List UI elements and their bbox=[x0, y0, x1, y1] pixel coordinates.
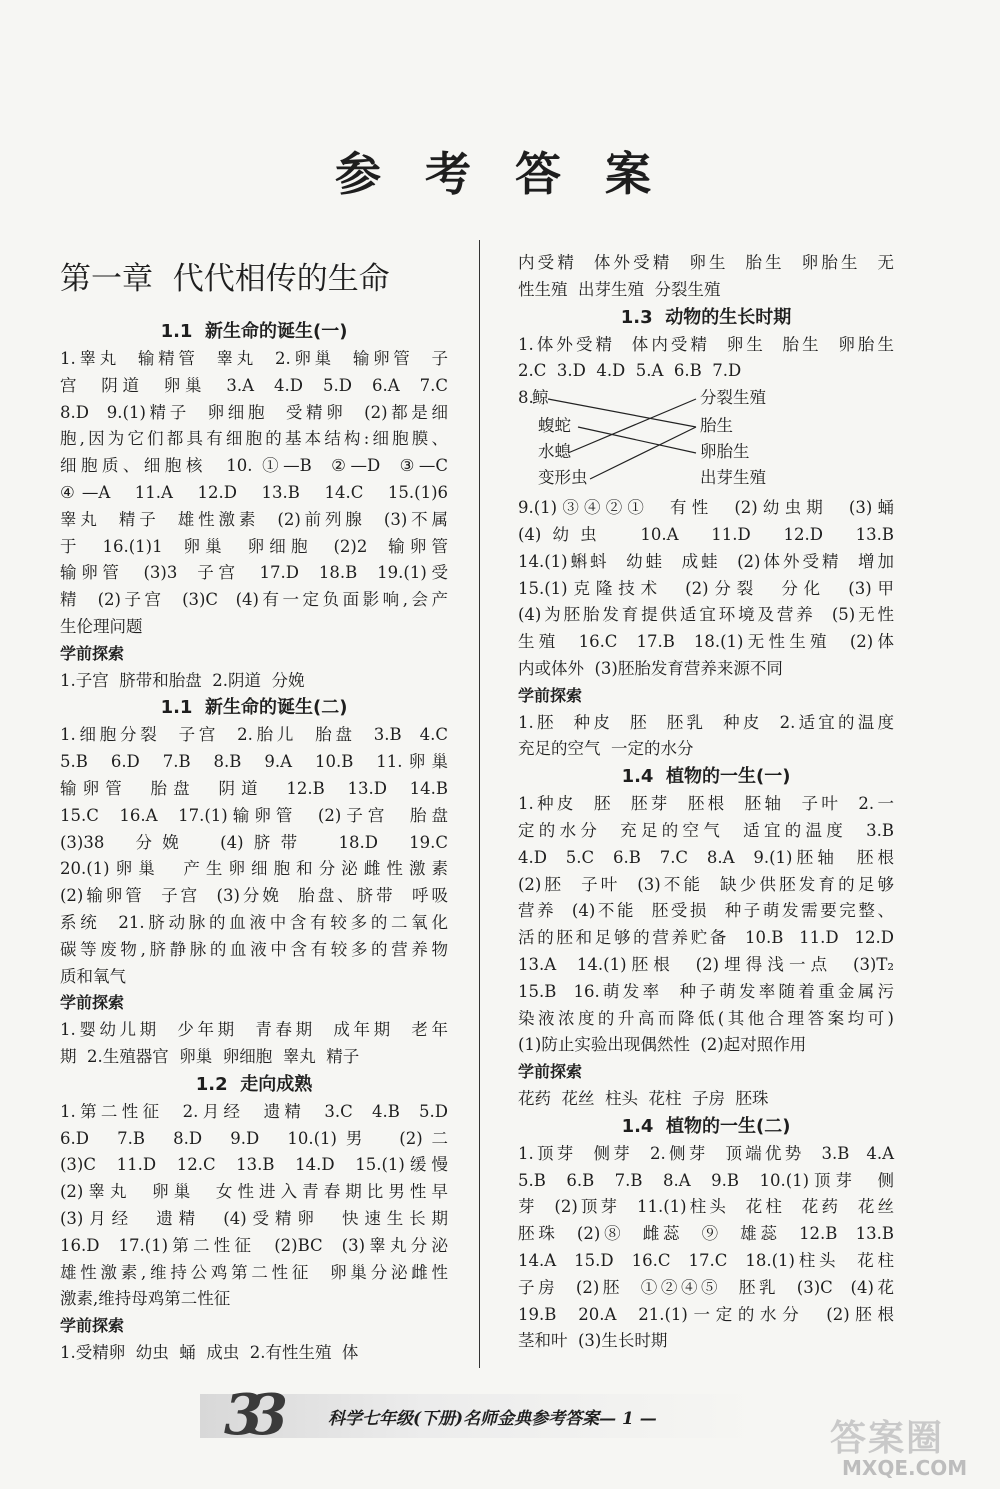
answer-line: 充足的空气 一定的水分 bbox=[518, 739, 694, 759]
answer-line: 花药 花丝 柱头 花柱 子房 胚珠 bbox=[518, 1088, 769, 1108]
answer-line: 胚珠 (2)⑧ 雌蕊 ⑨ 雄蕊 12.B 13.B bbox=[518, 1224, 894, 1244]
answer-line: 系统 21.脐动脉的血液中含有较多的二氧化 bbox=[60, 912, 448, 932]
preview-tag: 学前探索 bbox=[518, 1062, 583, 1082]
answer-block bbox=[518, 1141, 894, 1355]
answer-line: 5.B 6.B 7.B 8.A 9.B 10.(1)顶芽 侧 bbox=[518, 1170, 894, 1190]
column-divider bbox=[479, 240, 480, 1368]
answer-line: 1.体外受精 体内受精 卵生 胎生 卵胎生 bbox=[518, 334, 894, 354]
answer-line: 9.(1)③④②① 有性 (2)幼虫期 (3)蛹 bbox=[518, 498, 894, 518]
answer-line: 1.细胞分裂 子宫 2.胎儿 胎盘 3.B 4.C bbox=[60, 725, 448, 745]
answer-line: 14.A 15.D 16.C 17.C 18.(1)柱头 花柱 bbox=[518, 1250, 894, 1270]
section-title: 1.4 植物的一生(一) bbox=[621, 766, 791, 788]
answer-line: (4)为胚胎发育提供适宜环境及营养 (5)无性 bbox=[518, 605, 894, 625]
answer-line: 茎和叶 (3)生长时期 bbox=[518, 1331, 668, 1351]
answer-line: ④—A 11.A 12.D 13.B 14.C 15.(1)6 bbox=[60, 482, 448, 502]
answer-line: 1.睾丸 输精管 睾丸 2.卵巢 输卵管 子 bbox=[60, 349, 448, 368]
right-column bbox=[518, 250, 894, 1355]
answer-line: 1.第二性征 2.月经 遗精 3.C 4.B 5.D bbox=[60, 1101, 448, 1121]
answer-line: 4.D 5.C 6.B 7.C 8.A 9.(1)胚轴 胚根 bbox=[518, 847, 894, 867]
answer-line: 碳等废物,脐静脉的血液中含有较多的营养物 bbox=[60, 939, 448, 959]
answer-line: 2.C 3.D 4.D 5.A 6.B 7.D bbox=[518, 361, 742, 381]
answer-line: (3)C 11.D 12.C 13.B 14.D 15.(1)缓慢 bbox=[60, 1155, 448, 1175]
answer-block bbox=[60, 722, 448, 990]
question-number: 8. bbox=[518, 388, 534, 408]
answer-line: 激素,维持母鸡第二性征 bbox=[60, 1289, 231, 1309]
watermark-url: MXQE.COM bbox=[842, 1456, 968, 1480]
answer-block bbox=[60, 346, 448, 641]
section-title: 1.2 走向成熟 bbox=[195, 1073, 313, 1095]
watermark: 答案圈 bbox=[830, 1418, 945, 1459]
answer-line: 1.子宫 脐带和胎盘 2.阴道 分娩 bbox=[60, 670, 305, 690]
answer-line: 5.B 6.D 7.B 8.B 9.A 10.B 11.卵巢 bbox=[60, 752, 448, 772]
answer-line: 性生殖 出芽生殖 分裂生殖 bbox=[518, 279, 721, 299]
answer-line: 15.B 16.萌发率 种子萌发率随着重金属污 bbox=[518, 981, 894, 1001]
answer-line: (2)输卵管 子宫 (3)分娩 胎盘、脐带 呼吸 bbox=[60, 886, 448, 906]
answer-line: 1.顶芽 侧芽 2.侧芽 顶端优势 3.B 4.A bbox=[518, 1143, 894, 1163]
section-title: 1.4 植物的一生(二) bbox=[621, 1115, 791, 1137]
animal-label: 蝮蛇 bbox=[538, 416, 571, 436]
answer-line: (2)睾丸 卵巢 女性进入青春期比男性早 bbox=[60, 1182, 448, 1202]
page-title: 参 考 答 案 bbox=[334, 147, 666, 201]
answer-line: 营养 (4)不能 胚受损 种子萌发需要完整、 bbox=[518, 901, 894, 921]
answer-line: 内或体外 (3)胚胎发育营养来源不同 bbox=[518, 658, 783, 678]
preview-tag: 学前探索 bbox=[60, 643, 125, 663]
answer-block bbox=[518, 791, 894, 1059]
answer-line: 胞,因为它们都具有细胞的基本结构:细胞膜、 bbox=[60, 429, 448, 449]
section-title: 1.1 新生命的诞生(一) bbox=[160, 321, 348, 342]
answer-line: 16.D 17.(1)第二性征 (2)BC (3)睾丸分泌 bbox=[60, 1235, 448, 1255]
answer-line: 于 16.(1)1 卵巢 卵细胞 (2)2 输卵管 bbox=[60, 536, 448, 556]
answer-line: (4)幼虫 10.A 11.D 12.D 13.B bbox=[518, 524, 894, 544]
answer-block bbox=[60, 1017, 448, 1071]
answer-line: 1.受精卵 幼虫 蛹 成虫 2.有性生殖 体 bbox=[60, 1342, 359, 1362]
preview-tag: 学前探索 bbox=[60, 1316, 125, 1336]
answer-line: 定的水分 充足的空气 适宜的温度 3.B bbox=[518, 820, 894, 840]
footer-text: 科学七年级(下册)名师金典参考答案— 1 — bbox=[328, 1409, 657, 1429]
answer-line: 8.D 9.(1)精子 卵细胞 受精卵 (2)都是细 bbox=[60, 402, 448, 422]
answer-line: 活的胚和足够的营养贮备 10.B 11.D 12.D bbox=[518, 928, 894, 948]
answer-block bbox=[518, 250, 894, 304]
answer-line: 14.(1)蝌蚪 幼蛙 成蛙 (2)体外受精 增加 bbox=[518, 551, 894, 571]
answer-line: 质和氧气 bbox=[60, 966, 126, 986]
answer-line: (2)胚 子叶 (3)不能 缺少供胚发育的足够 bbox=[518, 874, 894, 894]
answer-block bbox=[518, 332, 894, 386]
animal-label: 鲸 bbox=[532, 388, 549, 408]
answer-line: 期 2.生殖器官 卵巢 卵细胞 睾丸 精子 bbox=[60, 1046, 360, 1066]
preview-tag: 学前探索 bbox=[60, 993, 125, 1013]
left-column bbox=[60, 250, 448, 1367]
answer-line: 13.A 14.(1)胚根 (2)埋得浅一点 (3)T₂ bbox=[518, 954, 894, 974]
matching-diagram bbox=[518, 387, 894, 493]
preview-tag: 学前探索 bbox=[518, 685, 583, 705]
answer-line: 19.B 20.A 21.(1)一定的水分 (2)胚根 bbox=[518, 1304, 894, 1324]
answer-line: 睾丸 精子 雄性激素 (2)前列腺 (3)不属 bbox=[60, 509, 448, 529]
animal-label: 变形虫 bbox=[538, 468, 588, 488]
answer-line: 染液浓度的升高而降低(其他合理答案均可) bbox=[518, 1008, 894, 1028]
mode-label: 卵胎生 bbox=[700, 442, 750, 462]
answer-line: 生殖 16.C 17.B 18.(1)无性生殖 (2)体 bbox=[518, 632, 894, 652]
mode-label: 分裂生殖 bbox=[700, 388, 766, 408]
answer-line: 雄性激素,维持公鸡第二性征 卵巢分泌雌性 bbox=[60, 1262, 448, 1282]
section-title: 1.1 新生命的诞生(二) bbox=[160, 697, 348, 719]
chapter-title: 第一章 代代相传的生命 bbox=[60, 261, 390, 297]
mode-label: 胎生 bbox=[700, 416, 733, 436]
answer-line: (3)月经 遗精 (4)受精卵 快速生长期 bbox=[60, 1208, 448, 1228]
animal-label: 水螅 bbox=[538, 442, 571, 462]
answer-line: 1.种皮 胚 胚芽 胚根 胚轴 子叶 2.一 bbox=[518, 794, 894, 814]
answer-block bbox=[60, 1099, 448, 1313]
answer-line: 6.D 7.B 8.D 9.D 10.(1)男 (2)二 bbox=[60, 1128, 448, 1148]
answer-line: (1)防止实验出现偶然性 (2)起对照作用 bbox=[518, 1035, 807, 1055]
answer-line: 精 (2)子宫 (3)C (4)有一定负面影响,会产 bbox=[60, 590, 448, 610]
section-title: 1.3 动物的生长时期 bbox=[620, 306, 792, 328]
answer-line: 子房 (2)胚 ①②④⑤ 胚乳 (3)C (4)花 bbox=[518, 1277, 894, 1297]
answer-line: 20.(1)卵巢 产生卵细胞和分泌雌性激素 bbox=[60, 859, 448, 879]
answer-line: (3)38 分娩 (4)脐带 18.D 19.C bbox=[60, 832, 448, 852]
answer-line: 宫 阴道 卵巢 3.A 4.D 5.D 6.A 7.C bbox=[60, 375, 448, 395]
answer-line: 芽 (2)顶芽 11.(1)柱头 花柱 花药 花丝 bbox=[518, 1197, 894, 1217]
answer-line: 15.(1)克隆技术 (2)分裂 分化 (3)甲 bbox=[518, 578, 894, 598]
answer-line: 内受精 体外受精 卵生 胎生 卵胎生 无 bbox=[518, 253, 894, 272]
answer-line: 1.胚 种皮 胚 胚乳 种皮 2.适宜的温度 bbox=[518, 712, 894, 732]
answer-block bbox=[518, 495, 894, 683]
publisher-logo: 33 bbox=[224, 1382, 274, 1448]
answer-line: 15.C 16.A 17.(1)输卵管 (2)子宫 胎盘 bbox=[60, 805, 448, 825]
answer-line: 输卵管 (3)3 子宫 17.D 18.B 19.(1)受 bbox=[60, 563, 448, 583]
answer-line: 细胞质、细胞核 10. ①—B ②—D ③—C bbox=[60, 456, 448, 476]
answer-line: 生伦理问题 bbox=[60, 616, 143, 636]
answer-line: 1.婴幼儿期 少年期 青春期 成年期 老年 bbox=[60, 1020, 448, 1040]
mode-label: 出芽生殖 bbox=[700, 468, 766, 488]
answer-block bbox=[518, 710, 894, 764]
answer-line: 输卵管 胎盘 阴道 12.B 13.D 14.B bbox=[60, 778, 448, 798]
